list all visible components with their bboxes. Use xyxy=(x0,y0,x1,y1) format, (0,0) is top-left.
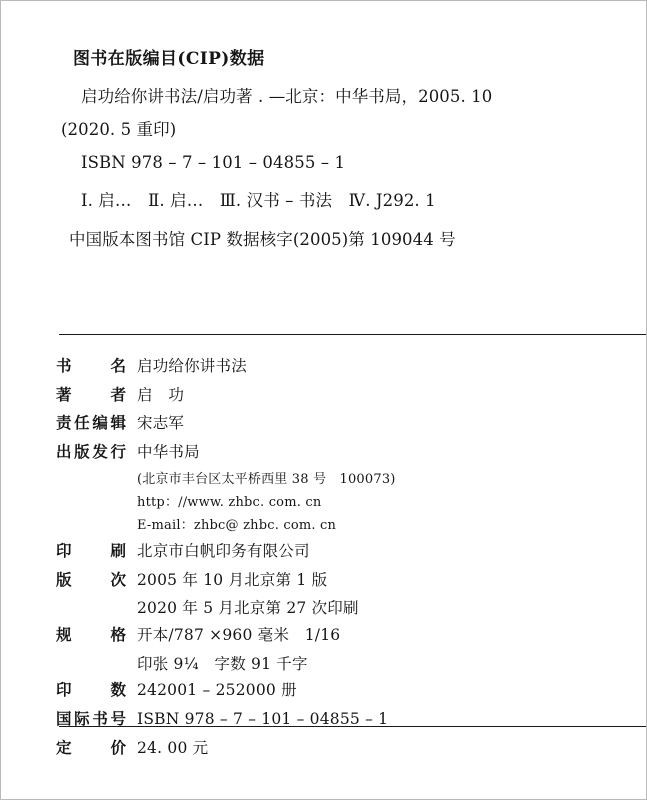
colophon-value-price: 24. 00 元 xyxy=(137,738,209,757)
colophon-label-publisher: 出版发行 xyxy=(56,441,126,461)
cip-line-registration: 中国版本图书馆 CIP 数据核字(2005)第 109044 号 xyxy=(69,230,456,250)
colophon-label-printer: 印刷 xyxy=(56,541,126,560)
colophon-row-title xyxy=(1,353,647,380)
cip-line-reprint: (2020. 5 重印) xyxy=(61,119,177,139)
colophon-row-printer xyxy=(1,538,647,565)
cip-heading: 图书在版编目(CIP)数据 xyxy=(73,49,265,69)
colophon-label-isbn: 国际书号 xyxy=(56,708,126,728)
colophon-value-printing-run: 2020 年 5 月北京第 27 次印刷 xyxy=(137,599,359,618)
colophon-details xyxy=(1,353,647,763)
colophon-label-author: 著者 xyxy=(56,384,126,404)
colophon-value-isbn: ISBN 978 – 7 – 101 – 04855 – 1 xyxy=(137,709,389,728)
publisher-contact-block xyxy=(1,468,647,537)
colophon-value-sheets-words: 印张 9¼ 字数 91 千字 xyxy=(137,654,308,673)
colophon-row-isbn xyxy=(1,706,647,733)
colophon-value-edition: 2005 年 10 月北京第 1 版 xyxy=(137,570,328,589)
colophon-value-print-quantity: 242001 – 252000 册 xyxy=(137,681,297,700)
colophon-row-price xyxy=(1,735,647,762)
cip-data-block xyxy=(1,49,647,260)
colophon-value-title: 启功给你讲书法 xyxy=(137,357,247,375)
colophon-label-format: 规格 xyxy=(56,624,126,644)
cip-line-isbn: ISBN 978 – 7 – 101 – 04855 – 1 xyxy=(81,152,346,172)
colophon-row-author xyxy=(1,382,647,409)
publisher-email: E-mail：zhbc@ zhbc. com. cn xyxy=(137,517,337,533)
colophon-row-editor xyxy=(1,410,647,437)
separator-rule-top xyxy=(59,334,646,335)
colophon-value-printer: 北京市白帆印务有限公司 xyxy=(137,542,310,560)
colophon-row-publisher xyxy=(1,439,647,466)
colophon-label-title: 书名 xyxy=(56,356,126,375)
publisher-website: http：//www. zhbc. com. cn xyxy=(137,494,322,510)
colophon-label-print-quantity: 印数 xyxy=(56,680,126,700)
publisher-address: (北京市丰台区太平桥西里 38 号 100073) xyxy=(137,471,396,487)
colophon-row-edition xyxy=(1,567,647,594)
cip-line-title-publisher: 启功给你讲书法/启功著 . —北京：中华书局，2005. 10 xyxy=(81,87,493,107)
colophon-row-print-quantity xyxy=(1,677,647,704)
colophon-value-editor: 宋志军 xyxy=(137,414,185,433)
colophon-value-format: 开本/787 ×960 毫米 1/16 xyxy=(137,625,341,644)
colophon-label-editor: 责任编辑 xyxy=(56,413,126,433)
colophon-value-author: 启 功 xyxy=(137,385,185,404)
colophon-label-price: 定价 xyxy=(56,737,126,757)
colophon-row-format xyxy=(1,622,647,649)
colophon-label-edition: 版次 xyxy=(56,569,126,589)
cip-line-classification: Ⅰ. 启… Ⅱ. 启… Ⅲ. 汉书 – 书法 Ⅳ. J292. 1 xyxy=(81,191,436,211)
colophon-value-publisher: 中华书局 xyxy=(137,442,200,461)
